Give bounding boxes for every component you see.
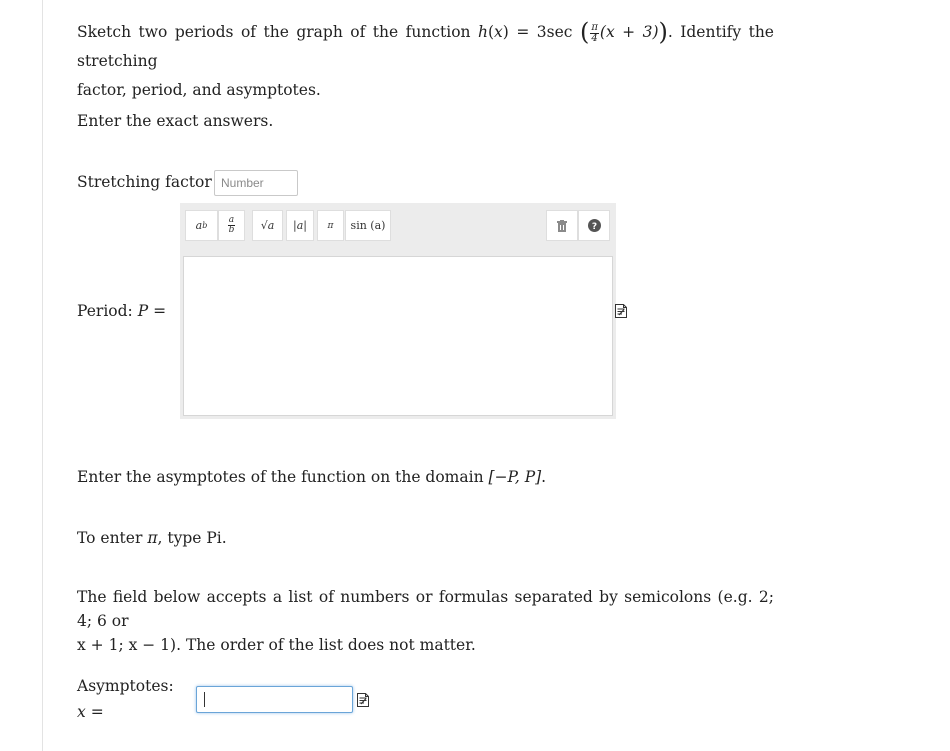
period-label: Period: P =	[77, 302, 167, 320]
asymptotes-equals: =	[90, 703, 104, 721]
list-hint-line-2: x + 1; x − 1). The order of the list does not matter.	[77, 636, 476, 654]
power-button[interactable]: a b	[185, 210, 218, 241]
list-hint-line-1: The field below accepts a list of numbers or formulas separated by semicolons (e.g. 2; 4; 6 or	[77, 588, 774, 630]
clear-button[interactable]	[546, 210, 578, 241]
pi-button[interactable]: π	[317, 210, 344, 241]
asymptotes-label: Asymptotes: x =	[77, 677, 174, 721]
function-expression: h(x) = 3sec ( $\frac{\pi}{4}$ (x + 3))	[477, 18, 668, 46]
question-intro: Sketch two periods of the graph of the function	[77, 23, 471, 41]
sqrt-button[interactable]: √a	[252, 210, 283, 241]
fraction-button[interactable]: $\frac{a}{b}$	[218, 210, 245, 241]
text-caret	[204, 692, 205, 707]
sin-button[interactable]: sin (a)	[345, 210, 391, 241]
pi-hint: To enter π, type Pi.	[77, 529, 227, 547]
period-math-input[interactable]	[183, 256, 613, 416]
question-intro-after: . Identify the stretching	[77, 23, 774, 70]
help-button[interactable]	[578, 210, 610, 241]
left-divider	[42, 0, 43, 751]
question-line-2: factor, period, and asymptotes.	[77, 81, 321, 99]
question-text	[77, 18, 774, 105]
svg-text:?: ?	[591, 222, 597, 232]
stretch-factor-input[interactable]	[214, 170, 298, 196]
stretch-label: Stretching factor	[77, 173, 212, 191]
asymptotes-input[interactable]	[196, 686, 353, 713]
trash-icon	[557, 220, 567, 232]
exact-prompt: Enter the exact answers.	[77, 112, 274, 130]
math-editor	[180, 203, 616, 419]
help-icon	[588, 219, 601, 232]
domain-prompt: Enter the asymptotes of the function on the domain [−P, P].	[77, 468, 547, 486]
preview-icon[interactable]	[615, 304, 627, 318]
abs-button[interactable]: |a|	[286, 210, 314, 241]
asymptotes-preview-icon[interactable]	[357, 693, 369, 707]
asymptotes-var: x	[77, 703, 86, 721]
list-hint	[77, 585, 774, 657]
